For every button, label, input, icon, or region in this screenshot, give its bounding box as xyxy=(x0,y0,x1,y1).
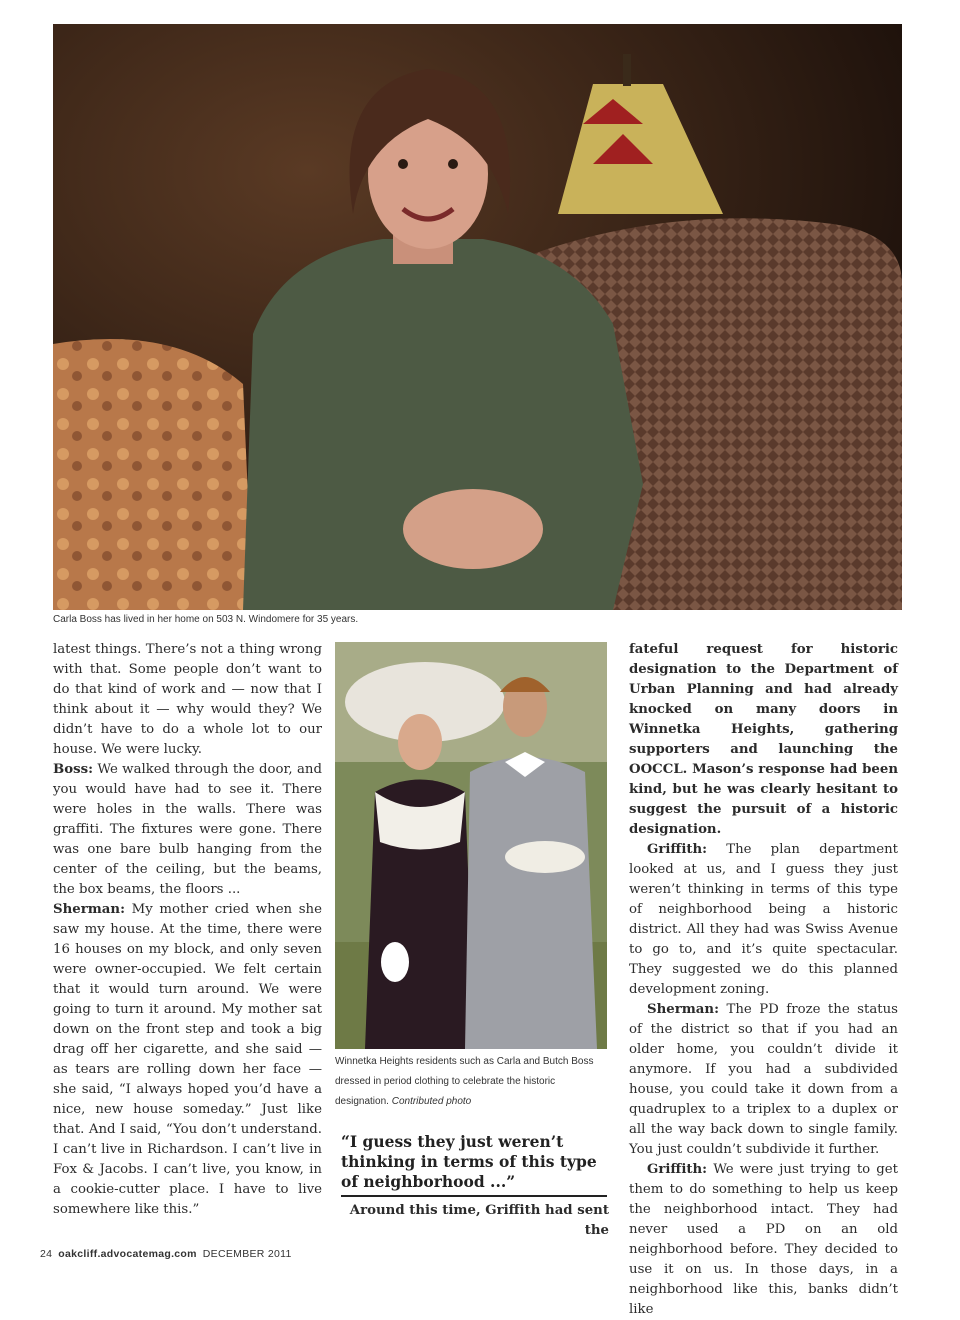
issue-date: DECEMBER 2011 xyxy=(202,1248,292,1260)
paragraph xyxy=(629,840,898,1000)
caption-text: Winnetka Heights residents such as Carla and Butch Boss dressed in period clothing to celebrate the historic designation. xyxy=(335,1056,594,1107)
paragraph xyxy=(629,1160,898,1320)
paragraph xyxy=(629,1000,898,1160)
speaker-label: Sherman: xyxy=(647,1002,719,1017)
period-clothing-photo xyxy=(335,642,607,1049)
website-link[interactable]: oakcliff.advocatemag.com xyxy=(58,1248,197,1260)
speaker-label: Griffith: xyxy=(647,842,708,857)
pull-quote: “I guess they just weren’t thinking in terms of this type of neighborhood ...” xyxy=(341,1132,607,1197)
speaker-label: Griffith: xyxy=(647,1162,708,1177)
paragraph xyxy=(53,760,322,900)
paragraph-text: The PD froze the status of the district so that if you had an older home, you couldn’t divide it anymore. If you had a subdivided house, you could take it down from a quadruplex to a triplex to a duplex or all the way back down to single family. You just couldn’t subdivide it further. xyxy=(629,1002,898,1157)
paragraph-text: The plan department looked at us, and I guess they just weren’t thinking in terms of this type of neighborhood being a historic district. All they had was Swiss Avenue to go to, and it’s quite spectacular. They suggested we do this planned development zoning. xyxy=(629,842,898,997)
article-column-right xyxy=(629,640,898,1320)
paragraph-text: We walked through the door, and you would have had to see it. There were holes in the walls. There was graffiti. The fixtures were gone. There was one bare bulb hanging from the center of the ceiling, but the beams, the box beams, the floors ... xyxy=(53,762,322,897)
article-column-left xyxy=(53,640,322,1220)
speaker-label: Boss: xyxy=(53,762,93,777)
photo-credit: Contributed photo xyxy=(391,1096,472,1107)
paragraph-text: We were just trying to get them to do something to help us keep the neighborhood intact. They had never used a PD on an old neighborhood before. They decided to use it on us. In those days, in a neighborhood like this, banks didn’t like xyxy=(629,1162,898,1317)
center-lead-text: Around this time, Griffith had sent the xyxy=(349,1203,609,1238)
paragraph: fateful request for historic designation to the Department of Urban Planning and had already knocked on many doors in Winnetka Heights, gathering supporters and launching the OOCCL. Mason’s response had been kind, but he was clearly hesitant to suggest the pursuit of a historic designation. xyxy=(629,642,898,837)
page-footer xyxy=(40,1248,292,1260)
paragraph xyxy=(53,900,322,1220)
speaker-label: Sherman: xyxy=(53,902,125,917)
period-clothing-caption xyxy=(335,1052,607,1112)
paragraph: latest things. There’s not a thing wrong with that. Some people don’t want to do that kind of work and — now that I think about it — why would they? We didn’t have to do a whole lot to our house. We were lucky. xyxy=(53,642,322,757)
main-photo xyxy=(53,24,902,610)
paragraph-text: My mother cried when she saw my house. At the time, there were 16 houses on my block, and only seven were owner-occupied. We felt certain that it would turn around. We were going to turn it around. My mother sat down on the front step and took a big drag off her cigarette, and she said — as tears are rolling down her face — she said, “I always hoped you’d have a nice, new house someday.” Just like that. And I said, “You don’t understand. I can’t live in Richardson. I can’t live in Fox & Jacobs. I can’t live, you know, in a cookie-cutter place. I have to live somewhere like this.” xyxy=(53,902,322,1217)
main-photo-caption: Carla Boss has lived in her home on 503 N. Windomere for 35 years. xyxy=(53,614,359,625)
page-number: 24 xyxy=(40,1248,53,1260)
